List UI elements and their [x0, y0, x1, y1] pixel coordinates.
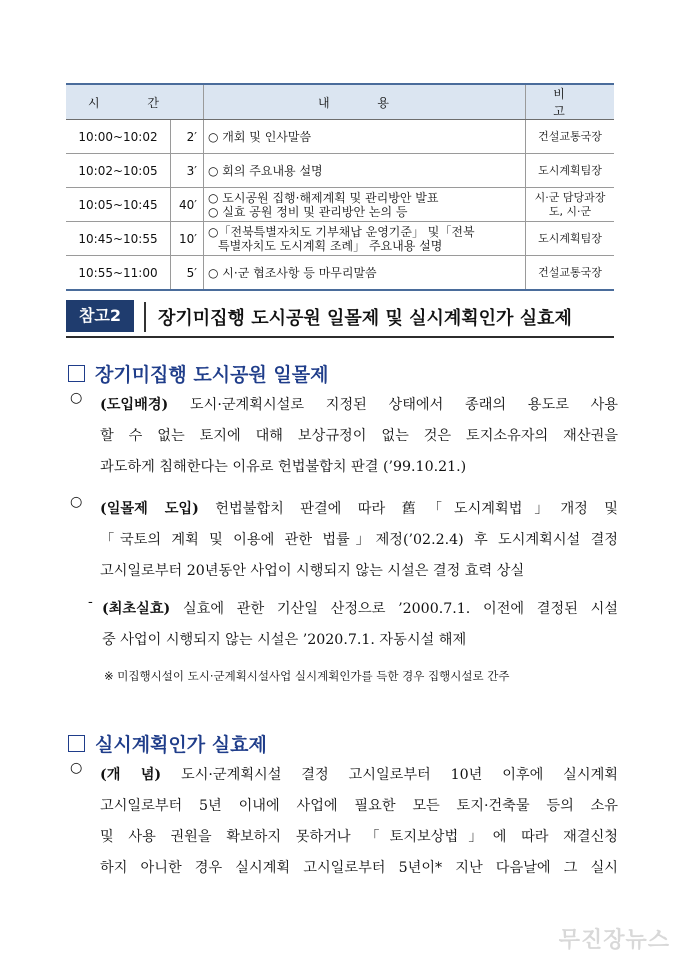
note-line: 시·군 담당과장	[534, 190, 606, 204]
reference-header	[66, 298, 614, 338]
paragraph-first-expiry	[88, 594, 618, 656]
paragraph-text: 도시·군계획시설 결정 고시일로부터 10년 이후에 실시계획	[180, 767, 619, 783]
table-row	[66, 188, 614, 222]
paragraph-line	[100, 494, 618, 525]
paragraph-text: 실효에 관한 기산일 산정으로 ’2000.7.1. 이전에 결정된 시설	[182, 601, 618, 617]
paragraph-line	[100, 390, 618, 421]
bullet-dash: -	[88, 594, 93, 610]
time-cell: 10:55~11:00	[66, 256, 171, 291]
duration-cell: 2′	[171, 120, 204, 154]
paragraph-line: 하지 아니한 경우 실시계획 고시일로부터 5년이* 지난 다음날에 그 실시	[100, 860, 618, 876]
note-cell	[526, 256, 615, 291]
paragraph-line	[100, 760, 618, 791]
section-heading-expiry	[68, 730, 267, 757]
reference-badge: 참고2	[66, 300, 134, 332]
bullet-circle: ○	[70, 494, 83, 510]
note-line: 건설교통국장	[538, 129, 602, 143]
table-row	[66, 256, 614, 291]
section-title: 실시계획인가 실효제	[95, 734, 267, 756]
time-cell: 10:02~10:05	[66, 154, 171, 188]
section-heading-sunset	[68, 360, 328, 387]
duration-cell: 40′	[171, 188, 204, 222]
table-row	[66, 222, 614, 256]
paragraph-line: 할 수 없는 토지에 대해 보상규정이 없는 것은 토지소유자의 재산권을	[100, 428, 618, 444]
paragraph-line	[102, 594, 618, 625]
reference-divider	[144, 302, 146, 332]
note-line: 건설교통국장	[538, 265, 602, 279]
duration-cell: 5′	[171, 256, 204, 291]
paragraph-line: 과도하게 침해한다는 이유로 헌법불합치 판결 (’99.10.21.)	[100, 459, 467, 475]
table-header-row	[66, 84, 614, 120]
paragraph-line: 고시일로부터 20년동안 사업이 시행되지 않는 시설은 결정 효력 상실	[100, 563, 525, 579]
content-cell	[204, 188, 526, 222]
header-note: 비 고	[526, 84, 615, 120]
paragraph-concept	[70, 760, 618, 884]
paragraph-background	[70, 390, 618, 483]
schedule-table	[66, 83, 614, 291]
paragraph-introduction	[70, 494, 618, 587]
note-line: 도시계획팀장	[538, 231, 602, 245]
paragraph-label: (일몰제 도입)	[100, 501, 199, 517]
content-line: 특별자치도 도시계획 조례」 주요내용 설명	[218, 238, 443, 253]
note-cell	[526, 222, 615, 256]
content-cell	[204, 222, 526, 256]
note-line: 도, 시·군	[548, 204, 592, 218]
table-row	[66, 120, 614, 154]
paragraph-label: (도입배경)	[100, 397, 169, 413]
paragraph-line: 「국토의 계획 및 이용에 관한 법률」제정(’02.2.4) 후 도시계획시설 결정	[100, 532, 618, 548]
note-cell	[526, 188, 615, 222]
paragraph-label: (개 념)	[100, 767, 162, 783]
content-line: ○ 실효 공원 정비 및 관리방안 논의 등	[208, 204, 408, 219]
content-line: ○ 도시공원 집행·해제계획 및 관리방안 발표	[208, 190, 439, 205]
content-cell	[204, 120, 526, 154]
time-cell: 10:45~10:55	[66, 222, 171, 256]
note-cell	[526, 154, 615, 188]
header-content: 내 용	[204, 84, 526, 120]
note-line: 도시계획팀장	[538, 163, 602, 177]
paragraph-line: 중 사업이 시행되지 않는 시설은 ’2020.7.1. 자동시설 해제	[102, 632, 467, 648]
duration-cell: 3′	[171, 154, 204, 188]
content-line: ○「전북특별자치도 기부채납 운영기준」 및「전북	[208, 224, 475, 239]
content-line: ○ 시·군 협조사항 등 마무리말씀	[208, 265, 377, 280]
bullet-circle: ○	[70, 390, 83, 406]
time-cell: 10:00~10:02	[66, 120, 171, 154]
section-title: 장기미집행 도시공원 일몰제	[95, 364, 329, 386]
paragraph-line: 및 사용 권원을 확보하지 못하거나 「토지보상법」에 따라 재결신청	[100, 829, 618, 845]
table-row	[66, 154, 614, 188]
content-line: ○ 개회 및 인사말씀	[208, 129, 312, 144]
checkbox-square-icon	[68, 365, 85, 382]
time-cell: 10:05~10:45	[66, 188, 171, 222]
reference-title: 장기미집행 도시공원 일몰제 및 실시계획인가 실효제	[158, 308, 572, 329]
paragraph-text: 도시·군계획시설로 지정된 상태에서 종래의 용도로 사용	[189, 397, 618, 413]
checkbox-square-icon	[68, 735, 85, 752]
content-cell	[204, 256, 526, 291]
note-cell	[526, 120, 615, 154]
paragraph-text: 헌법불합치 판결에 따라 舊「도시계획법」개정 및	[215, 501, 619, 517]
content-cell	[204, 154, 526, 188]
content-line: ○ 회의 주요내용 설명	[208, 163, 323, 178]
header-time: 시 간	[66, 84, 204, 120]
bullet-circle: ○	[70, 760, 83, 776]
paragraph-label: (최초실효)	[102, 601, 171, 617]
paragraph-line: 고시일로부터 5년 이내에 사업에 필요한 모든 토지·건축물 등의 소유	[100, 798, 618, 814]
footnote: ※ 미집행시설이 도시·군계획시설사업 실시계획인가를 득한 경우 집행시설로 간주	[104, 669, 510, 683]
watermark-logo: 무진장뉴스	[558, 928, 670, 953]
duration-cell: 10′	[171, 222, 204, 256]
